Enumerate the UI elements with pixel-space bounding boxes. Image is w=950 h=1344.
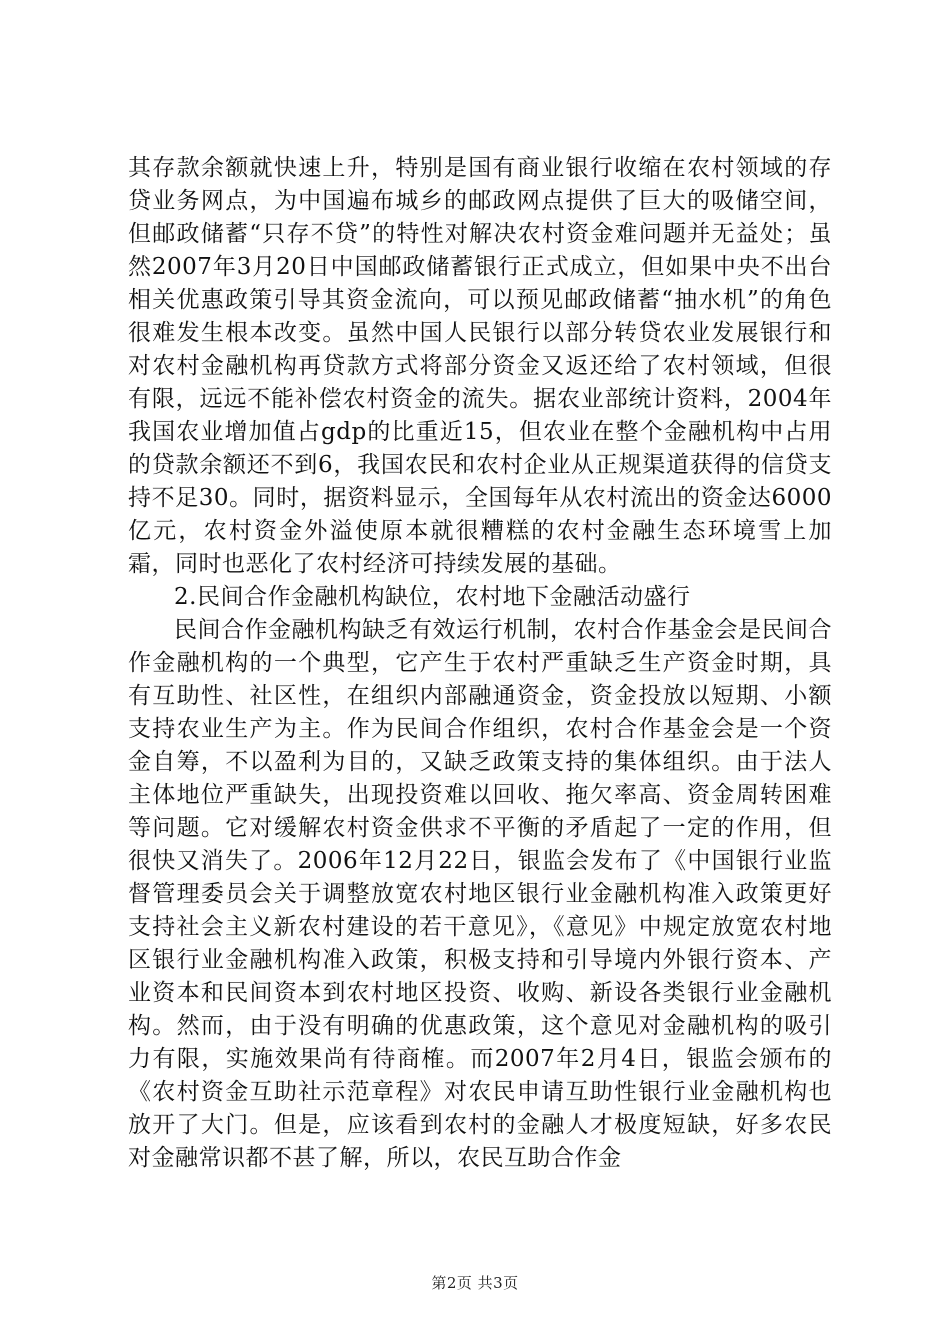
paragraph-cooperative-finance: 民间合作金融机构缺乏有效运行机制，农村合作基金会是民间合作金融机构的一个典型，它产生于农村严重缺乏生产资金时期，具有互助性、社区性，在组织内部融通资金，资金投放以短期、小额支持农业生产为主。作为民间合作组织，农村合作基金会是一个资金自筹，不以盈利为目的，又缺乏政策支持的集体组织。由于法人主体地位严重缺失，出现投资难以回收、拖欠率高、资金周转困难等问题。它对缓解农村资金供求不平衡的矛盾起了一定的作用，但很快又消失了。2006年12月22日，银监会发布了《中国银行业监督管理委员会关于调整放宽农村地区银行业金融机构准入政策更好支持社会主义新农村建设的若干意见》，《意见》中规定放宽农村地区银行业金融机构准入政策，积极支持和引导境内外银行资本、产业资本和民间资本到农村地区投资、收购、新设各类银行业金融机构。然而，由于没有明确的优惠政策，这个意见对金融机构的吸引力有限，实施效果尚有待商榷。而2007年2月4日，银监会颁布的《农村资金互助社示范章程》对农民申请互助性银行业金融机构也放开了大门。但是，应该看到农村的金融人才极度短缺，好多农民对金融常识都不甚了解，所以，农民互助合作金 xyxy=(128,617,832,1171)
page-footer xyxy=(0,1272,950,1293)
section-heading: 2.民间合作金融机构缺位，农村地下金融活动盛行 xyxy=(174,584,691,610)
document-body xyxy=(128,152,832,1175)
page-number-label: 第2页 共3页 xyxy=(431,1274,519,1292)
paragraph-continuation: 其存款余额就快速上升，特别是国有商业银行收缩在农村领域的存贷业务网点，为中国遍布城乡的邮政网点提供了巨大的吸储空间，但邮政储蓄“只存不贷”的特性对解决农村资金难问题并无益处；虽然2007年3月20日中国邮政储蓄银行正式成立，但如果中央不出台相关优惠政策引导其资金流向，可以预见邮政储蓄“抽水机”的角色很难发生根本改变。虽然中国人民银行以部分转贷农业发展银行和对农村金融机构再贷款方式将部分资金又返还给了农村领域，但很有限，远远不能补偿农村资金的流失。据农业部统计资料，2004年我国农业增加值占gdp的比重近15，但农业在整个金融机构中占用的贷款余额还不到6，我国农民和农村企业从正规渠道获得的信贷支持不足30。同时，据资料显示，全国每年从农村流出的资金达6000亿元，农村资金外溢使原本就很糟糕的农村金融生态环境雪上加霜，同时也恶化了农村经济可持续发展的基础。 xyxy=(128,155,832,577)
